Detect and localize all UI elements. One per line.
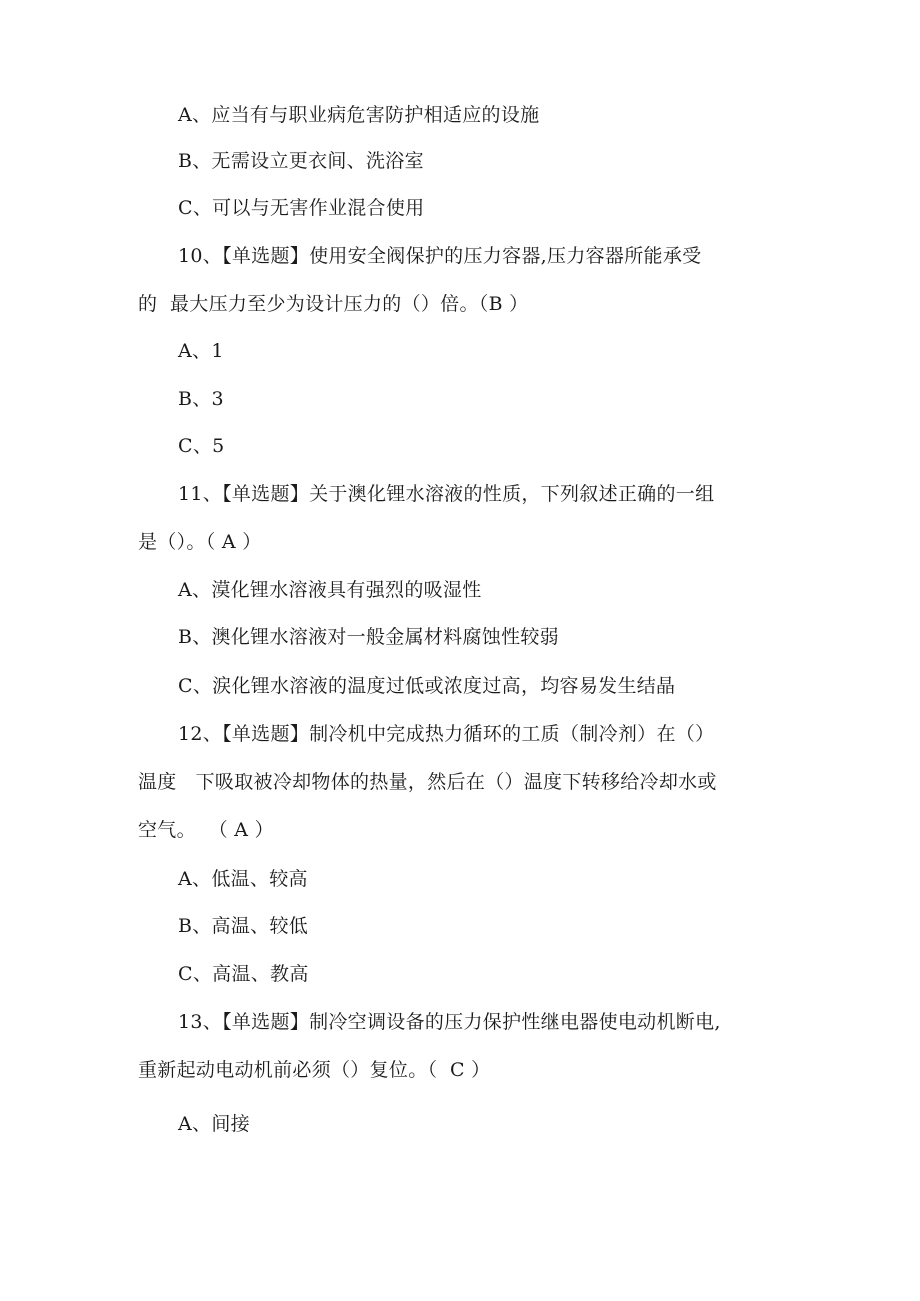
option-a-q12: A、低温、较高: [178, 868, 308, 890]
question-11-cont: 是（）。（ A ）: [138, 531, 262, 553]
option-c-q10: C、5: [178, 435, 225, 457]
question-12-cont-1: 温度 下吸取被冷却物体的热量，然后在（）温度下转移给冷却水或: [138, 771, 717, 793]
question-10-cont: 的 最大压力至少为设计压力的（）倍。（B ）: [138, 293, 529, 315]
option-c-q12: C、高温、教高: [178, 963, 309, 985]
option-b-q12: B、高温、较低: [178, 915, 309, 937]
question-10: 10、【单选题】使用安全阀保护的压力容器,压力容器所能承受: [178, 245, 702, 267]
option-a-q9: A、应当有与职业病危害防护相适应的设施: [178, 104, 540, 126]
option-b-q10: B、3: [178, 388, 224, 410]
question-12-cont-2: 空气。 （ A ）: [138, 819, 274, 841]
question-12: 12、【单选题】制冷机中完成热力循环的工质（制冷剂）在（）: [178, 723, 715, 745]
option-a-q11: A、漠化锂水溶液具有强烈的吸湿性: [178, 579, 482, 601]
option-b-q11: B、澳化锂水溶液对一般金属材料腐蚀性较弱: [178, 626, 559, 648]
option-a-q13: A、间接: [178, 1113, 250, 1135]
option-c-q11: C、涙化锂水溶液的温度过低或浓度过高，均容易发生结晶: [178, 675, 676, 697]
option-a-q10: A、1: [178, 340, 224, 362]
option-b-q9: B、无需设立更衣间、洗浴室: [178, 150, 424, 172]
option-c-q9: C、可以与无害作业混合使用: [178, 197, 425, 219]
question-13-cont: 重新起动电动机前必须（）复位。（ C ）: [138, 1059, 491, 1081]
question-13: 13、【单选题】制冷空调设备的压力保护性继电器使电动机断电,: [178, 1011, 721, 1033]
question-11: 11、【单选题】关于澳化锂水溶液的性质，下列叙述正确的一组: [178, 483, 715, 505]
